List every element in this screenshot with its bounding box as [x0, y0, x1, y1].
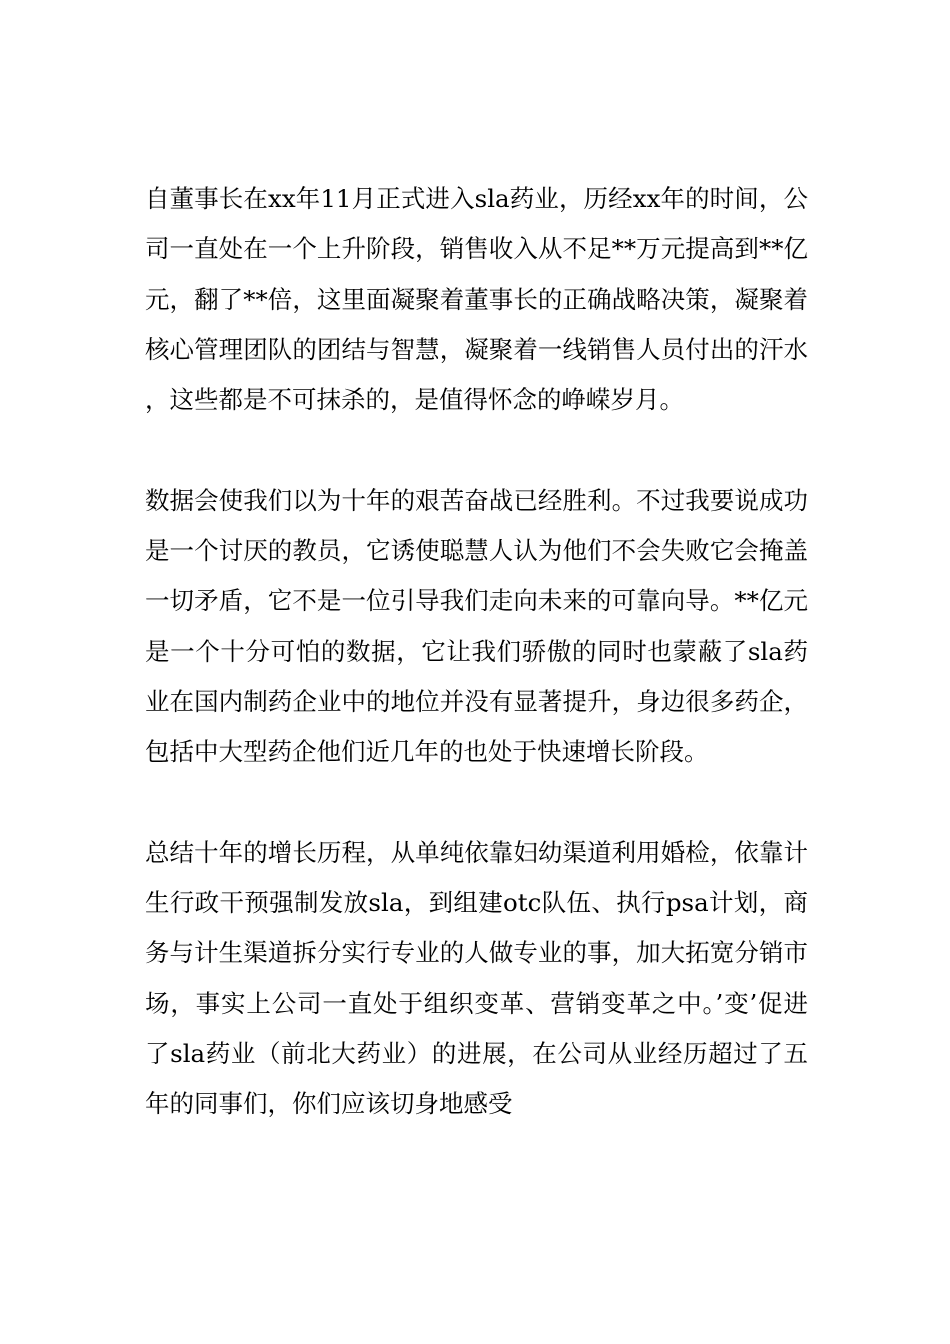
paragraph-2: 数据会使我们以为十年的艰苦奋战已经胜利。不过我要说成功是一个讨厌的教员，它诱使聪慧人认为他们不会失败它会掩盖一切矛盾，它不是一位引导我们走向未来的可靠向导。**亿元是一个十分可怕的数据，它让我们骄傲的同时也蒙蔽了sla药业在国内制药企业中的地位并没有显著提升，身边很多药企，包括中大型药企他们近几年的也处于快速增长阶段。: [145, 485, 808, 767]
paragraph-3: 总结十年的增长历程，从单纯依靠妇幼渠道利用婚检，依靠计生行政干预强制发放sla，到组建otc队伍、执行psa计划，商务与计生渠道拆分实行专业的人做专业的事，加大拓宽分销市场，事实上公司一直处于组织变革、营销变革之中。’变’促进了sla药业（前北大药业）的进展，在公司从业经历超过了五年的同事们，你们应该切身地感受: [145, 837, 808, 1119]
document-body: [145, 174, 808, 1130]
paragraph-1: 自董事长在xx年11月正式进入sla药业，历经xx年的时间，公司一直处在一个上升阶段，销售收入从不足**万元提高到**亿元，翻了**倍，这里面凝聚着董事长的正确战略决策，凝聚着核心管理团队的团结与智慧，凝聚着一线销售人员付出的汗水，这些都是不可抹杀的，是值得怀念的峥嵘岁月。: [145, 184, 808, 415]
